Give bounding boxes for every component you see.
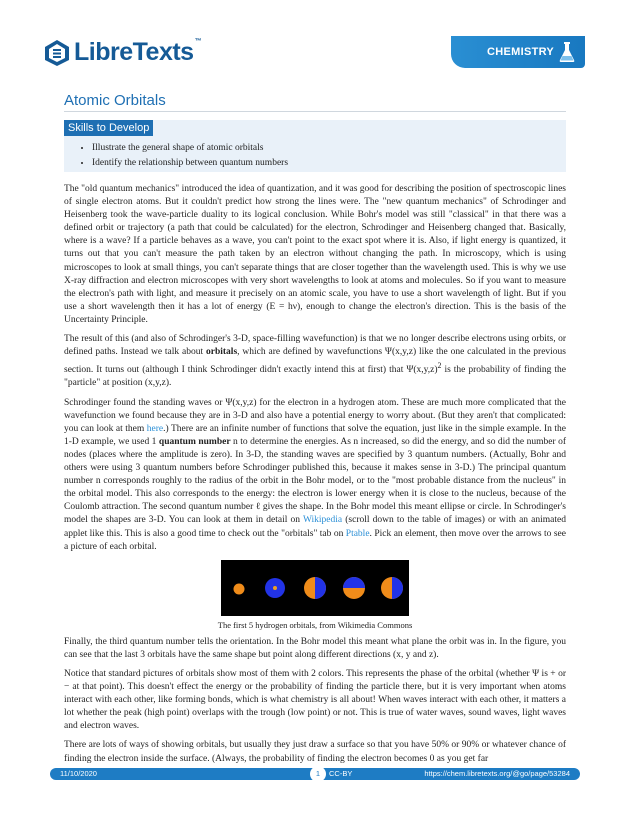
bold-term: orbitals [206,347,238,358]
footer-date: 11/10/2020 [60,769,97,778]
paragraph: The result of this (and also of Schrodinger's 3-D, space-filling wavefunction) is that we no longer describe electrons using orbits, or defined paths. Instead we talk about orbitals, which are defined by wavefunctions Ψ(x,y,z) like the one calculated in the previous section. It turns out (although I think Schrodinger didn't exactly intend this at first) that $\Psi(x,y,z)^2$ is the probability of finding the "particle" at position (x,y,z). [64,334,567,389]
page-title: Atomic Orbitals [64,92,166,109]
logo-text: LibreTexts™ [74,38,202,66]
article-body [64,183,566,772]
paragraph: Schrodinger found the standing waves or Ψ(x,y,z) for the electron in a hydrogen atom. These are much more complicated that the wavefunction we found because they are in 3-D and also have a potential energy to worry about. (But they aren't that complicated: you can look at them here.) There are an infinite number of functions that solve the equation, just like in the simple example. In the 1-D example, we used 1 quantum number n to determine the energies. As n increased, so did the energy, and so did the number of nodes (places where the amplitude is zero). In 3-D, the standing waves are specified by 3 quantum numbers. (Actually, Bohr and others were using 3 quantum numbers before Schrodinger published this, because it makes sense in 3-D.) The principal quantum number n corresponds roughly to the radius of the orbit in the Bohr model, or to the "most probable distance from the nucleus" in the orbital model. This also corresponds to the energy: the electron is lower energy when it is close to the nucleus, because of the Coulomb attraction. The second quantum number ℓ gives the shape. In the Bohr model this meant ellipse or circle. In Schrodinger's model the shapes are 3-D. You can look at them in detail on Wikipedia (scroll down to the table of images) or with an animated applet like this. This is also a good time to check out the "orbitals" tab on Ptable. Pick an element, then move over the arrows to see a picture of each orbital. [64,397,566,552]
orbital-figure [64,560,566,632]
library-label: CHEMISTRY [487,46,555,58]
hydrogen-orbitals-image [221,560,409,616]
page-url-link[interactable]: https://chem.libretexts.org/@go/page/53284 [424,769,570,778]
paragraph: Finally, the third quantum number tells the orientation. In the Bohr model this meant what plane the orbit was in. In the figure, you can see that the last 3 orbitals have the same shape but point along different directions (x, y and z). [64,636,566,660]
bold-term: quantum number [158,436,231,447]
wikipedia-link[interactable]: Wikipedia [302,515,343,526]
page-header [0,0,630,74]
license-label: CC-BY [329,769,353,778]
flask-icon [559,41,575,63]
page-number: 1 [310,766,326,782]
paragraph: There are lots of ways of showing orbitals, but usually they just draw a surface so that you have 50% or 90% or whatever chance of finding the electron inside the surface. (Always, the probability of finding the electron becomes 0 as you get far [64,740,566,764]
figure-caption: The first 5 hydrogen orbitals, from Wikimedia Commons [217,619,413,630]
libretexts-logo[interactable] [44,38,201,67]
skill-item: • Identify the relationship between quantum numbers [92,156,288,171]
paragraph: Notice that standard pictures of orbitals show most of them with 2 colors. This represents the phase of the orbital (whether Ψ is + or − at that point). This doesn't effect the energy or the probability of finding the particle there, but it is very important when atoms interact with each other, like forming bonds, which is what chemistry is all about! When waves interact with each other, it matters a lot whether the peak (high point) overlaps with the trough (low point) or not. This is true of water waves, sound waves, light waves and electron waves. [64,668,566,732]
page-footer [50,768,580,780]
libretexts-hexagon-icon [44,39,70,67]
skills-list [80,141,288,171]
ptable-link[interactable]: Ptable [345,528,370,539]
title-divider [64,111,566,112]
here-link[interactable]: here [146,423,164,434]
skills-heading: Skills to Develop [64,120,153,136]
library-banner[interactable] [451,36,585,68]
paragraph: The "old quantum mechanics" introduced the idea of quantization, and it was good for describing the position of spectroscopic lines of single electron atoms. But it couldn't predict how strong the lines were. The "new quantum mechanics" of Schrodinger and Heisenberg took the wave-particle duality to its logical conclusion. While Bohr's model was still "classical" in that there was a defined orbit or trajectory (a path that could be calculated) for the electron, Schrodinger and Heisenberg changed that. Basically, where is a wave? If a particle behaves as a wave, you can't point to the exact spot where it is. Also, if light energy is quantized, it turns out that you can't measure the path taken by an electron without changing the path. In microscopy, which is using microscopes to look at small things, you can't separate things that are closer together than the wavelength used. This is why we use X-ray diffraction and electron microscopes with very short wavelengths to look at atoms and molecules. So if you want to measure the electron's path with light, and measure it precisely on an atomic scale, you have to use a short wavelength of light. But if you use a short wavelength then it has a lot of energy (E = hν), enough to change the electron's direction. This is the basis of the Uncertainty Principle. [64,184,566,325]
skill-item: • Illustrate the general shape of atomic orbitals [92,141,288,156]
